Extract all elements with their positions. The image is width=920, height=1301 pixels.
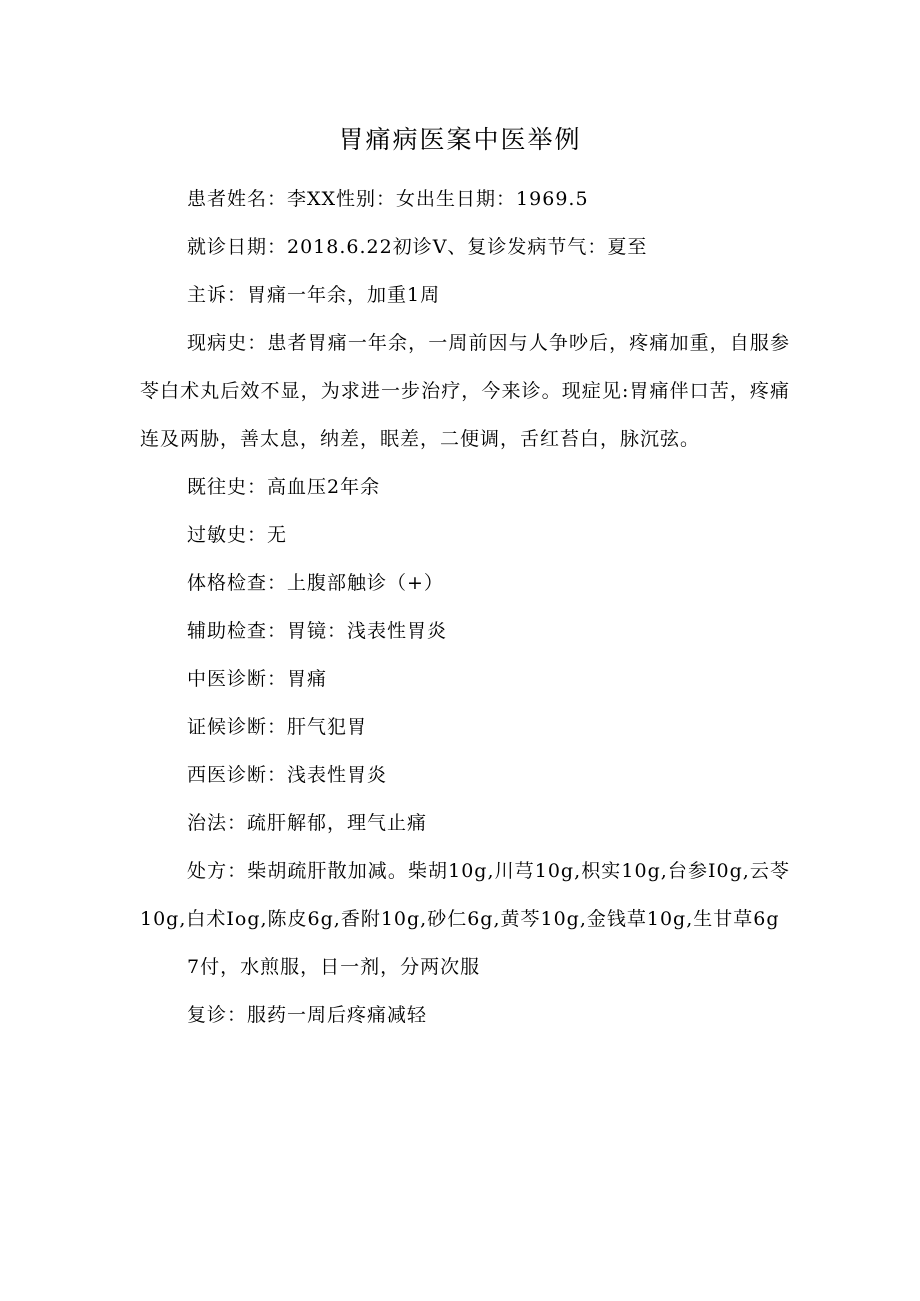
present-illness-history: 现病史：患者胃痛一年余，一周前因与人争吵后，疼痛加重，自服参苓白术丸后效不显，为求进一步治疗，今来诊。现症见:胃痛伴口苦，疼痛连及两胁，善太息，纳差，眠差，二便调，舌红苔白，脉沉弦。 <box>140 332 790 450</box>
tcm-diagnosis: 中医诊断：胃痛 <box>187 668 328 690</box>
syndrome-diagnosis: 证候诊断：肝气犯胃 <box>187 716 368 738</box>
chief-complaint: 主诉：胃痛一年余，加重1周 <box>187 284 441 306</box>
physical-exam: 体格检查：上腹部触诊（+） <box>187 572 444 594</box>
auxiliary-exam: 辅助检查：胃镜：浅表性胃炎 <box>187 620 448 642</box>
allergy-history: 过敏史：无 <box>187 524 288 546</box>
document-body <box>140 175 790 1039</box>
past-history: 既往史：高血压2年余 <box>187 476 381 498</box>
document-title: 胃痛病医案中医举例 <box>338 125 582 154</box>
visit-date-line: 就诊日期：2018.6.22初诊V、复诊发病节气：夏至 <box>187 236 648 258</box>
dosage-instructions: 7付，水煎服，日一剂，分两次服 <box>187 956 481 978</box>
western-diagnosis: 西医诊断：浅表性胃炎 <box>187 764 388 786</box>
prescription: 处方：柴胡疏肝散加减。柴胡10g,川芎10g,枳实10g,台参I0g,云苓10g,白术Iog,陈皮6g,香附10g,砂仁6g,黄芩10g,金钱草10g,生甘草6g <box>140 860 790 930</box>
patient-info-line: 患者姓名：李XX性别：女出生日期：1969.5 <box>187 188 589 210</box>
follow-up-visit: 复诊：服药一周后疼痛减轻 <box>187 1004 428 1026</box>
treatment-method: 治法：疏肝解郁，理气止痛 <box>187 812 428 834</box>
